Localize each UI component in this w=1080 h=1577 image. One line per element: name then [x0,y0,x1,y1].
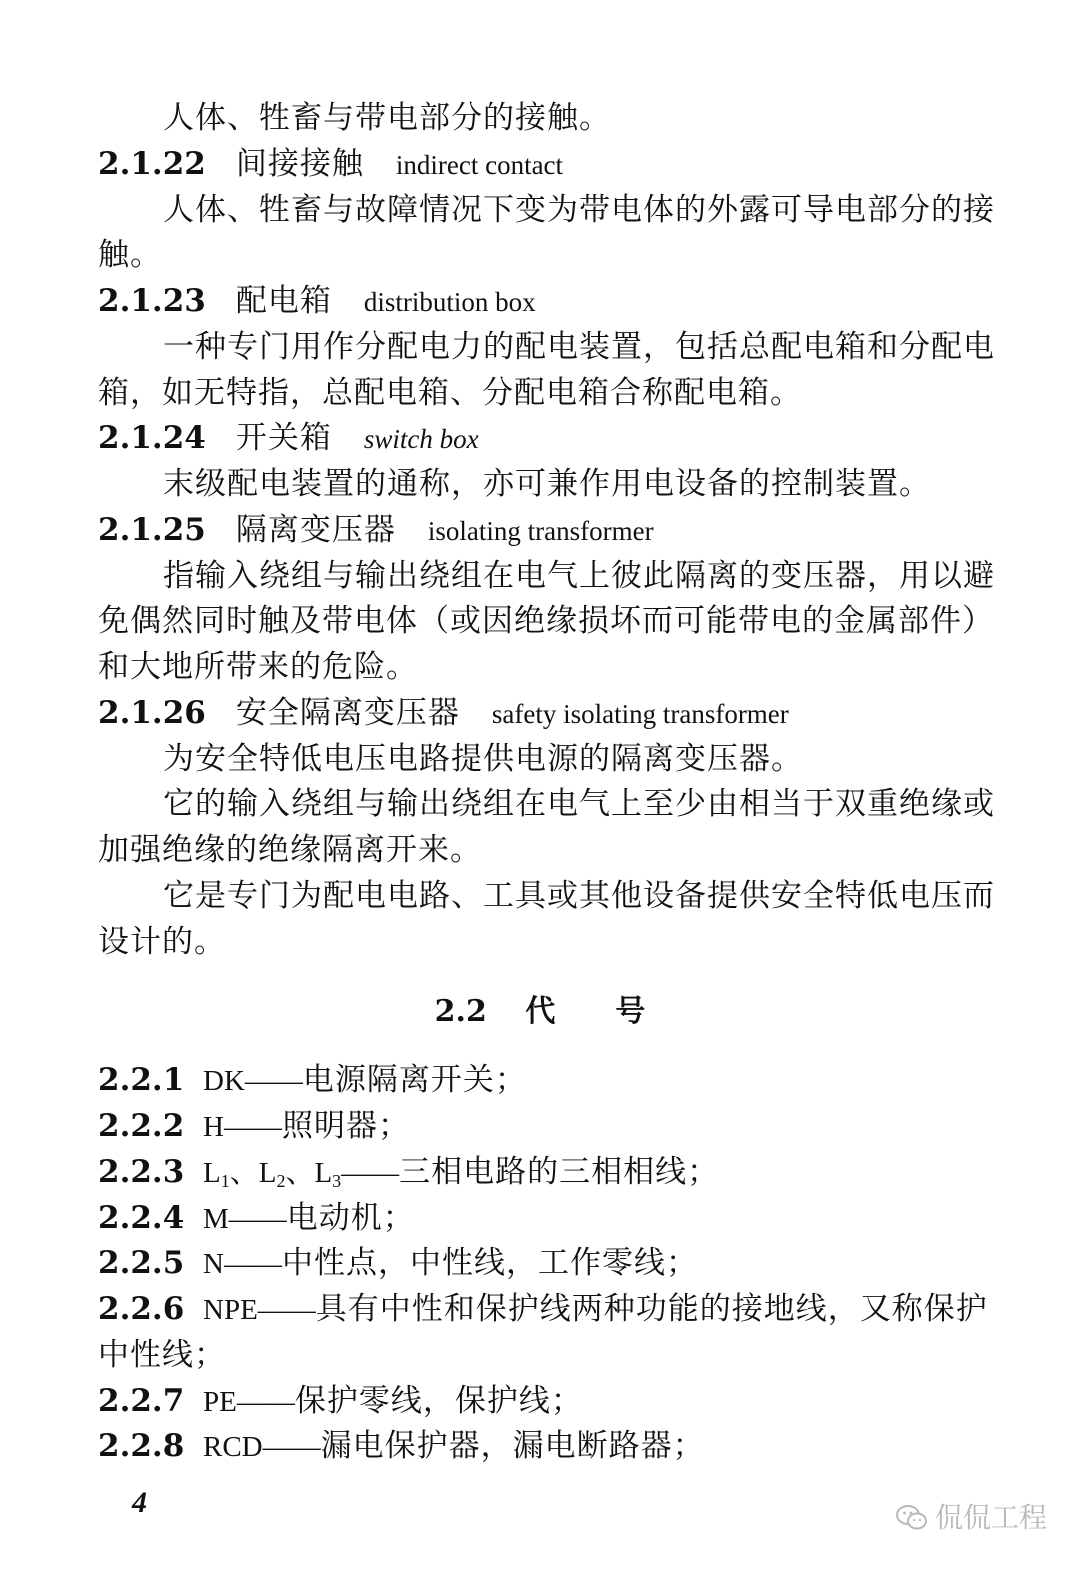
symbol-number: 2.2.8 [98,1428,185,1464]
symbol-code: H—— [203,1111,282,1143]
page-number: 4 [132,1486,147,1519]
entry-term-english: switch box [363,424,479,454]
symbol-number: 2.2.7 [98,1383,185,1419]
symbol-number: 2.2.5 [98,1245,185,1281]
entry-heading-2-1-22 [98,142,978,186]
entry-heading-2-1-24 [98,416,978,460]
paragraph-line: 触。 [98,237,162,273]
entry-term: 间接接触 [235,146,364,182]
symbol-number: 2.2.3 [98,1154,185,1190]
entry-term-english: safety isolating transformer [491,699,789,729]
symbol-code: N—— [203,1248,282,1280]
symbol-code: PE—— [203,1386,295,1418]
symbol-code: M—— [203,1203,287,1235]
watermark [895,1498,1047,1538]
symbol-item [98,1058,978,1102]
symbol-desc: 具有中性和保护线两种功能的接地线，又称保护 [315,1291,988,1327]
section-title-char: 号 [615,994,646,1029]
symbol-code: DK—— [203,1065,303,1097]
symbol-number: 2.2.6 [98,1291,185,1327]
entry-term-english: indirect contact [395,150,564,180]
paragraph-line: 指输入绕组与输出绕组在电气上彼此隔离的变压器，用以避 [163,558,995,594]
paragraph-line: 中性线； [98,1337,226,1373]
entry-heading-2-1-25 [98,508,978,552]
entry-term: 隔离变压器 [235,512,396,548]
entry-number: 2.1.24 [98,420,206,456]
symbol-number: 2.2.4 [98,1200,185,1236]
symbol-item [98,1287,988,1331]
symbol-item [98,1379,978,1423]
paragraph-line: 它是专门为配电电路、工具或其他设备提供安全特低电压而 [163,878,995,914]
entry-term-english: distribution box [363,287,536,317]
watermark-text: 侃侃工程 [935,1501,1048,1534]
paragraph-line: 和大地所带来的危险。 [98,649,418,685]
symbol-desc: 漏电保护器，漏电断路器； [320,1428,705,1464]
symbol-number: 2.2.1 [98,1062,185,1098]
symbol-number: 2.2.2 [98,1108,185,1144]
entry-number: 2.1.22 [98,146,206,182]
entry-heading-2-1-26 [98,691,978,735]
symbol-desc: 中性点，中性线，工作零线； [281,1245,698,1281]
entry-term: 开关箱 [235,420,332,456]
paragraph-line: 加强绝缘的绝缘隔离开来。 [98,832,482,868]
symbol-desc: 电动机； [286,1200,415,1236]
symbol-desc: 三相电路的三相相线； [399,1154,720,1190]
paragraph-line: 免偶然同时触及带电体（或因绝缘损坏而可能带电的金属部件） [98,603,994,639]
section-heading [0,990,1080,1034]
entry-term: 安全隔离变压器 [235,695,460,731]
symbol-item [98,1104,978,1148]
entry-heading-2-1-23 [98,279,978,323]
symbol-code: NPE—— [203,1294,316,1326]
symbol-desc: 照明器； [281,1108,410,1144]
entry-term: 配电箱 [235,283,332,319]
symbol-code: $L_1$、$L_2$、$L_3——$ [203,1157,400,1191]
symbol-item [98,1424,978,1468]
paragraph-line: 设计的。 [98,924,226,960]
symbol-item [98,1241,978,1285]
symbol-code: RCD—— [203,1431,321,1463]
paragraph-line: 末级配电装置的通称，亦可兼作用电设备的控制装置。 [163,466,931,502]
symbol-item [98,1196,978,1240]
entry-number: 2.1.26 [98,695,206,731]
paragraph-line: 一种专门用作分配电力的配电装置，包括总配电箱和分配电 [163,329,995,365]
symbol-desc: 保护零线，保护线； [294,1383,583,1419]
entry-term-english: isolating transformer [427,516,654,546]
paragraph-line: 为安全特低电压电路提供电源的隔离变压器。 [163,741,803,777]
paragraph-line: 人体、牲畜与故障情况下变为带电体的外露可导电部分的接 [163,192,995,228]
paragraph-line: 人体、牲畜与带电部分的接触。 [163,100,611,136]
paragraph-line: 箱，如无特指，总配电箱、分配电箱合称配电箱。 [98,375,802,411]
symbol-item [98,1150,978,1194]
paragraph-line: 它的输入绕组与输出绕组在电气上至少由相当于双重绝缘或 [163,786,995,822]
symbol-desc: 电源隔离开关； [302,1062,527,1098]
wechat-icon [895,1503,929,1533]
entry-number: 2.1.25 [98,512,206,548]
entry-number: 2.1.23 [98,283,206,319]
section-title-char: 代 [525,994,556,1029]
section-number: 2.2 [434,994,487,1029]
